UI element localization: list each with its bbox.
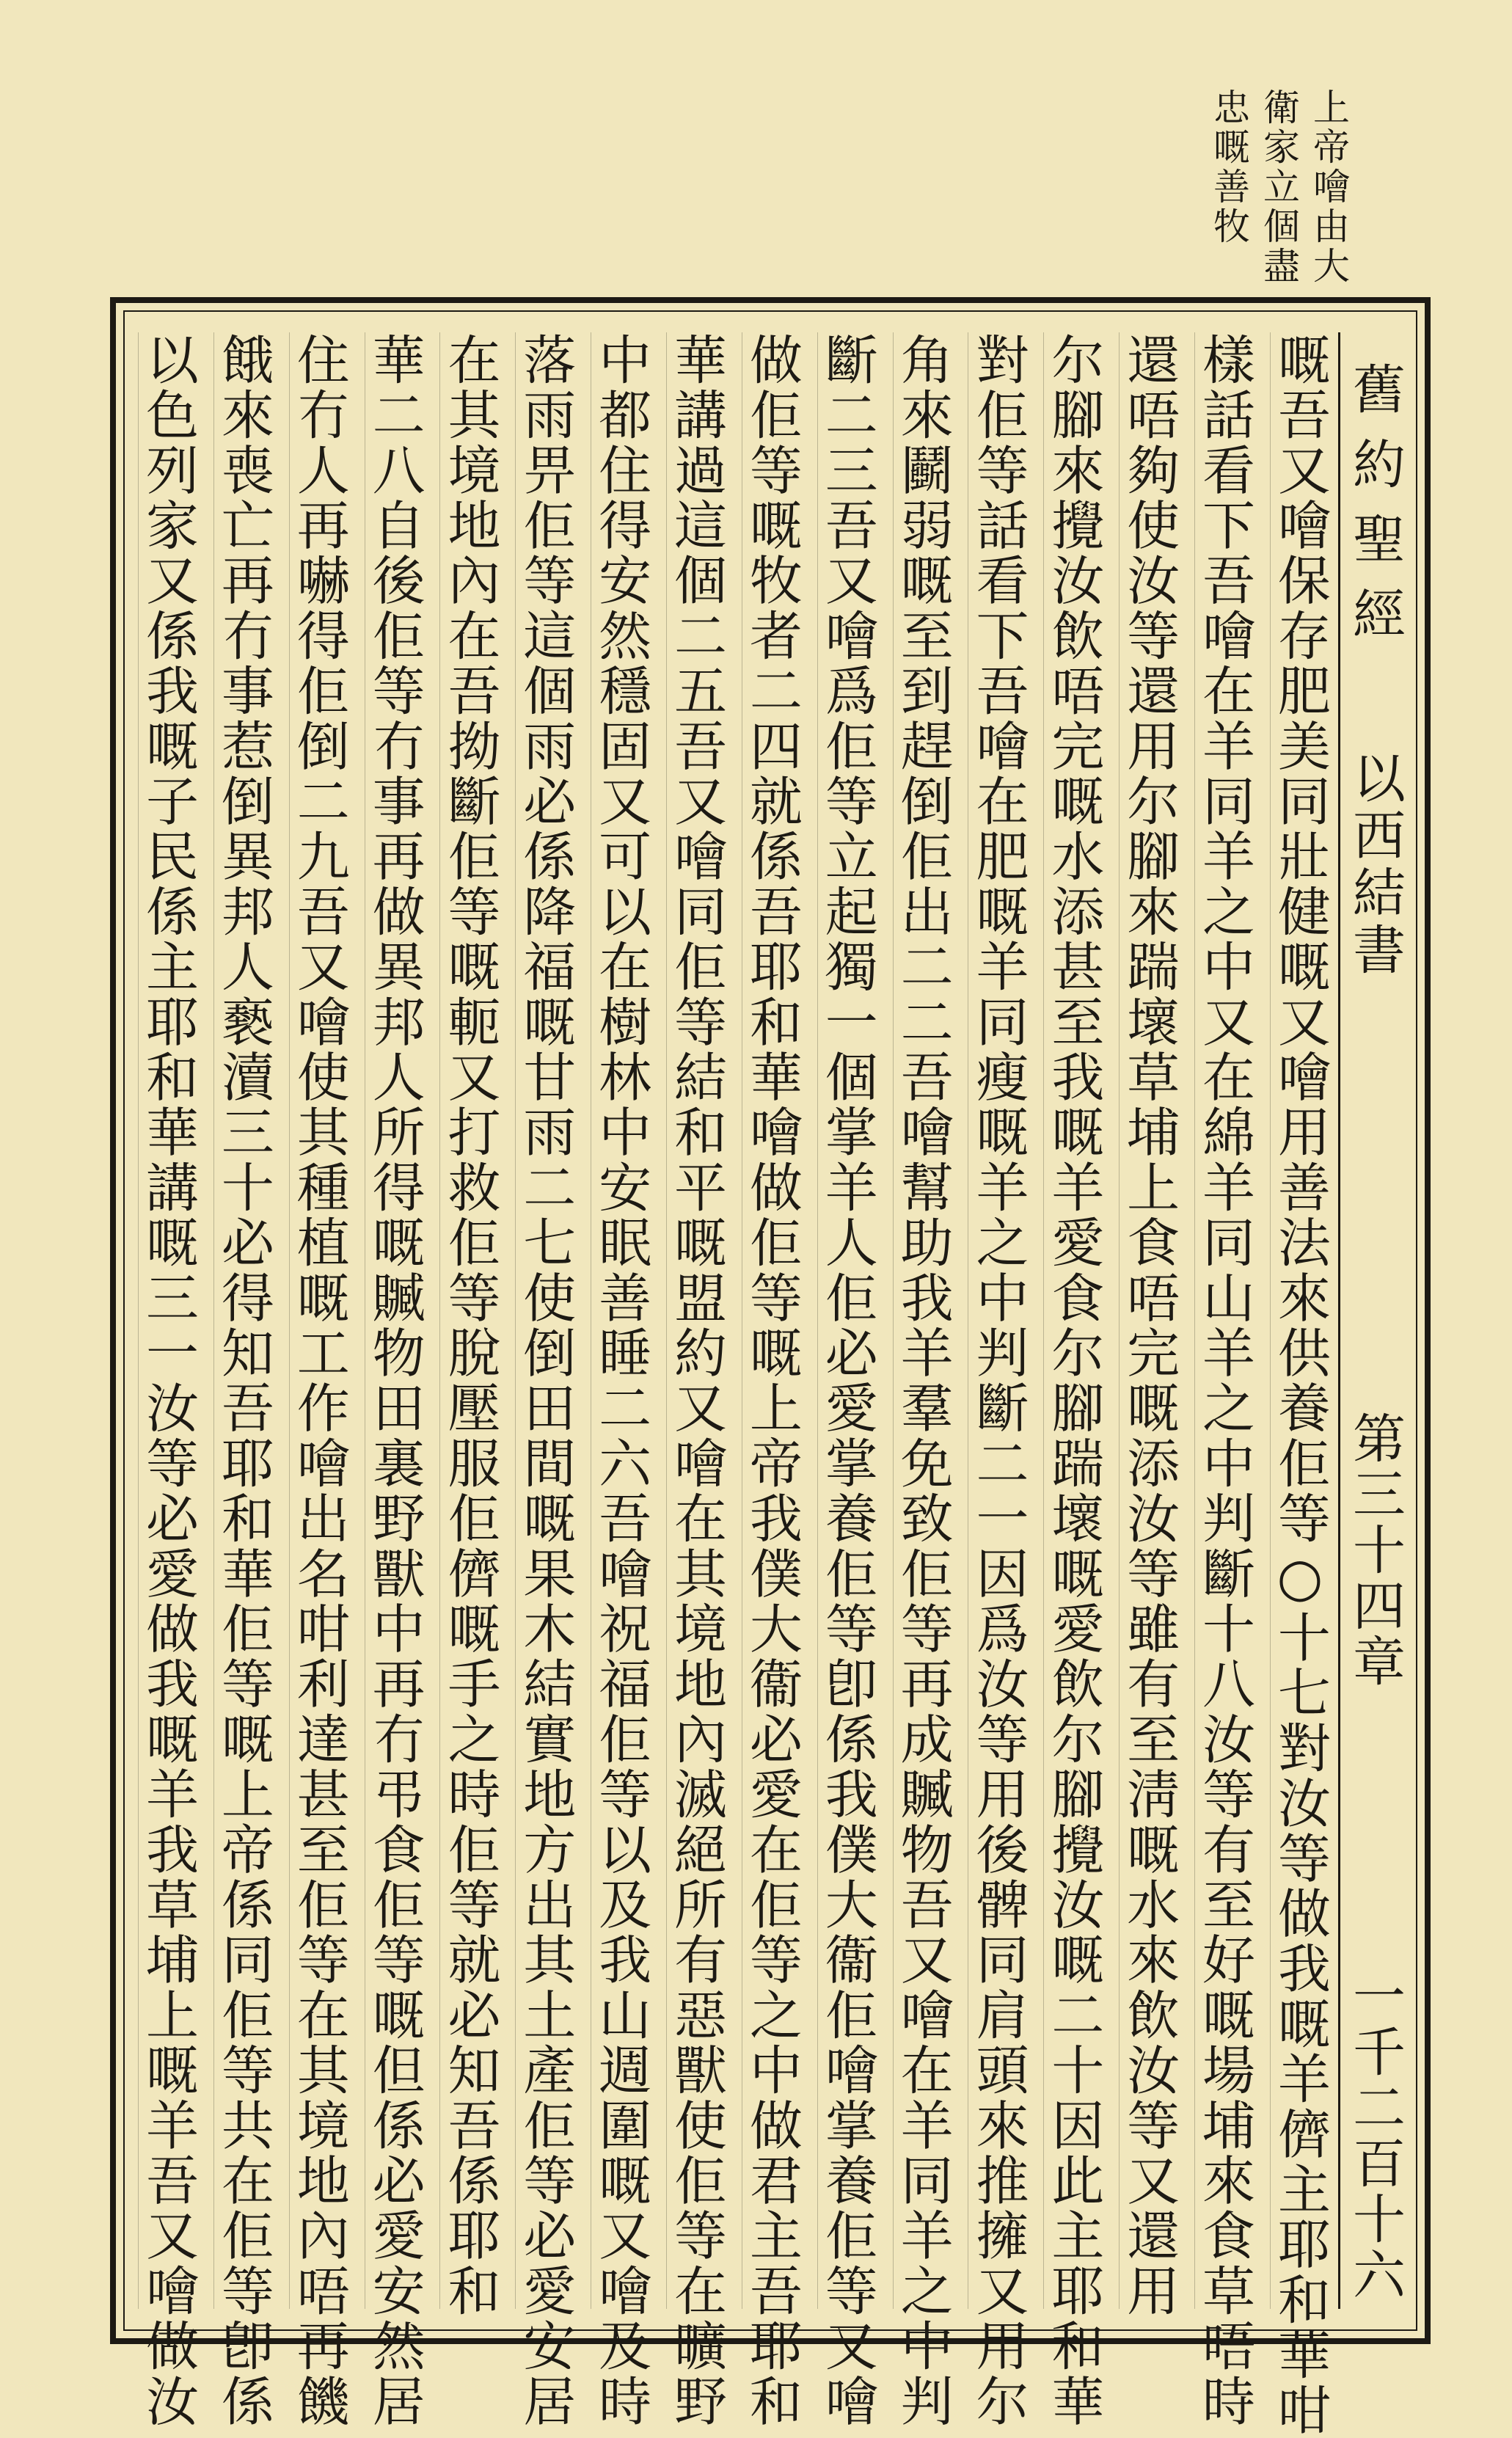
text-column: 落雨畀佢等這個雨必係降福嘅甘雨二七使倒田間嘅果木結實地方出其土產佢等必愛安居 [514,332,577,2429]
text-column: 中都住得安然穩固又可以在樹林中安眠善睡二六吾噲祝福佢等以及我山週圍嘅又噲及時 [590,332,652,2429]
text-column: 嘅吾又噲保存肥美同壯健嘅又噲用善法來供養佢等○十七對汝等做我嘅羊儕主耶和華咁 [1268,332,1331,2438]
chapter-heading: 第三十四章 [1344,1411,1406,1690]
text-column: 以色列家又係我嘅子民係主耶和華講嘅三一汝等必愛做我嘅羊我草埔上嘅羊吾又噲做汝 [137,332,199,2429]
body-text [137,332,1331,2438]
text-column: 在其境地內在吾拗斷佢等嘅軛又打救佢等脫壓服佢儕嘅手之時佢等就必知吾係耶和 [439,332,501,2319]
text-column: 華講過這個二五吾又噲同佢等結和平嘅盟約又噲在其境地內滅絕所有惡獸使佢等在曠野 [665,332,728,2429]
page-number: 一千二百十六 [1344,1968,1406,2303]
book-name: 以西結書 [1344,751,1406,979]
text-column: 對佢等話看下吾噲在肥嘅羊同瘦嘅羊之中判斷二一因爲汝等用後髀同肩頭來推擁又用尔 [967,332,1029,2429]
text-column: 餓來喪亡再冇事惹倒異邦人褻瀆三十必得知吾耶和華佢等嘅上帝係同佢等共在佢等卽係 [212,332,274,2429]
text-column: 斷二三吾又噲爲佢等立起獨一個掌羊人佢必愛掌養佢等卽係我僕大衞佢噲掌養佢等又噲 [816,332,878,2429]
text-column: 華二八自後佢等冇事再做異邦人所得嘅贓物田裏野獸中再冇弔食佢等嘅但係必愛安然居 [363,332,426,2429]
margin-note-line: 衛家立個盡 [1257,88,1300,286]
text-column: 角來鬬弱嘅至到趕倒佢出二二吾噲幫助我羊羣免致佢等再成贓物吾又噲在羊同羊之中判 [891,332,954,2429]
margin-note-line: 上帝噲由大 [1307,88,1350,286]
text-column: 做佢等嘅牧者二四就係吾耶和華噲做佢等嘅上帝我僕大衞必愛在佢等之中做君主吾耶和 [740,332,803,2429]
margin-note-line: 忠嘅善牧 [1208,88,1250,247]
page-frame [110,297,1431,2438]
book-title: 舊約聖經 [1344,362,1406,661]
text-column: 樣話看下吾噲在羊同羊之中又在綿羊同山羊之中判斷十八汝等有至好嘅場埔來食草唔時 [1194,332,1256,2429]
text-column: 住冇人再嚇得佢倒二九吾又噲使其種植嘅工作噲出名咁利達甚至佢等在其境地內唔再饑 [288,332,350,2429]
running-header [1338,332,1410,2309]
text-column: 還唔夠使汝等還用尔腳來踹壞草埔上食唔完嘅添汝等雖有至淸嘅水來飲汝等又還用 [1118,332,1180,2319]
text-column: 尔腳來攪汝飲唔完嘅水添甚至我嘅羊愛食尔腳踹壞嘅愛飲尔腳攪汝嘅二十因此主耶和華 [1042,332,1105,2429]
margin-note [1207,88,1351,330]
